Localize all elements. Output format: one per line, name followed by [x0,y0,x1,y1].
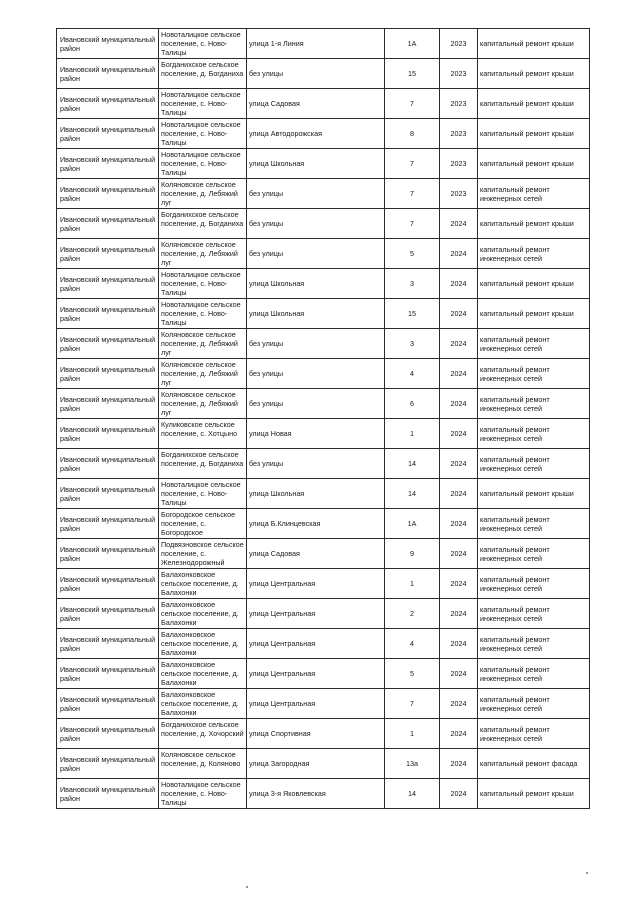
work-type-cell: капитальный ремонт инженерных сетей [478,179,590,209]
year-cell: 2024 [440,359,478,389]
year-cell: 2024 [440,299,478,329]
table-row [57,659,590,689]
settlement-cell: Куликовское сельское поселение, с. Хотцыно [159,419,247,449]
district-cell: Ивановский муниципальный район [57,689,159,719]
house-number-cell: 9 [385,539,440,569]
settlement-cell: Богданихское сельское поселение, д. Хочорский [159,719,247,749]
house-number-cell: 14 [385,449,440,479]
house-number-cell: 1 [385,719,440,749]
district-cell: Ивановский муниципальный район [57,389,159,419]
street-cell: без улицы [247,179,385,209]
table-row [57,359,590,389]
district-cell: Ивановский муниципальный район [57,269,159,299]
district-cell: Ивановский муниципальный район [57,659,159,689]
work-type-cell: капитальный ремонт инженерных сетей [478,599,590,629]
house-number-cell: 15 [385,59,440,89]
settlement-cell: Подвязновское сельское поселение, с. Железнодорожный [159,539,247,569]
street-cell: без улицы [247,329,385,359]
house-number-cell: 7 [385,89,440,119]
year-cell: 2023 [440,119,478,149]
work-type-cell: капитальный ремонт инженерных сетей [478,449,590,479]
work-type-cell: капитальный ремонт инженерных сетей [478,509,590,539]
work-type-cell: капитальный ремонт инженерных сетей [478,389,590,419]
year-cell: 2024 [440,719,478,749]
year-cell: 2023 [440,59,478,89]
house-number-cell: 1 [385,569,440,599]
street-cell: улица Школьная [247,149,385,179]
year-cell: 2024 [440,209,478,239]
district-cell: Ивановский муниципальный район [57,149,159,179]
house-number-cell: 14 [385,479,440,509]
table-row [57,269,590,299]
house-number-cell: 8 [385,119,440,149]
work-type-cell: капитальный ремонт крыши [478,779,590,809]
street-cell: без улицы [247,239,385,269]
district-cell: Ивановский муниципальный район [57,119,159,149]
street-cell: улица Школьная [247,479,385,509]
settlement-cell: Богданихское сельское поселение, д. Богданиха [159,209,247,239]
house-number-cell: 5 [385,659,440,689]
district-cell: Ивановский муниципальный район [57,239,159,269]
house-number-cell: 1А [385,509,440,539]
house-number-cell: 15 [385,299,440,329]
settlement-cell: Балахонковское сельское поселение, д. Балахонки [159,569,247,599]
table-row [57,689,590,719]
year-cell: 2024 [440,329,478,359]
table-row [57,119,590,149]
district-cell: Ивановский муниципальный район [57,569,159,599]
street-cell: без улицы [247,389,385,419]
settlement-cell: Новоталицкое сельское поселение, с. Ново-Талицы [159,119,247,149]
street-cell: улица Центральная [247,689,385,719]
settlement-cell: Балахонковское сельское поселение, д. Балахонки [159,599,247,629]
settlement-cell: Коляновское сельское поселение, д. Лебяжий луг [159,359,247,389]
work-type-cell: капитальный ремонт инженерных сетей [478,539,590,569]
district-cell: Ивановский муниципальный район [57,419,159,449]
settlement-cell: Новоталицкое сельское поселение, с. Ново-Талицы [159,479,247,509]
house-number-cell: 7 [385,179,440,209]
settlement-cell: Коляновское сельское поселение, д. Лебяжий луг [159,239,247,269]
year-cell: 2024 [440,629,478,659]
district-cell: Ивановский муниципальный район [57,629,159,659]
settlement-cell: Коляновское сельское поселение, д. Лебяжий луг [159,179,247,209]
year-cell: 2024 [440,269,478,299]
street-cell: без улицы [247,359,385,389]
house-number-cell: 5 [385,239,440,269]
year-cell: 2024 [440,779,478,809]
settlement-cell: Новоталицкое сельское поселение, с. Ново-Талицы [159,89,247,119]
district-cell: Ивановский муниципальный район [57,509,159,539]
district-cell: Ивановский муниципальный район [57,539,159,569]
table-row [57,629,590,659]
work-type-cell: капитальный ремонт крыши [478,149,590,179]
table-row [57,539,590,569]
settlement-cell: Новоталицкое сельское поселение, с. Ново-Талицы [159,269,247,299]
year-cell: 2024 [440,239,478,269]
table-row [57,569,590,599]
district-cell: Ивановский муниципальный район [57,719,159,749]
work-type-cell: капитальный ремонт инженерных сетей [478,329,590,359]
street-cell: улица Новая [247,419,385,449]
street-cell: без улицы [247,59,385,89]
table-row [57,59,590,89]
street-cell: улица Центральная [247,599,385,629]
settlement-cell: Новоталицкое сельское поселение, с. Ново-Талицы [159,149,247,179]
table-body [57,29,590,809]
district-cell: Ивановский муниципальный район [57,359,159,389]
settlement-cell: Богданихское сельское поселение, д. Богданиха [159,449,247,479]
house-number-cell: 3 [385,329,440,359]
house-number-cell: 6 [385,389,440,419]
year-cell: 2024 [440,539,478,569]
work-type-cell: капитальный ремонт инженерных сетей [478,659,590,689]
scan-speck [246,886,248,888]
district-cell: Ивановский муниципальный район [57,59,159,89]
district-cell: Ивановский муниципальный район [57,89,159,119]
street-cell: улица Автодорожская [247,119,385,149]
street-cell: улица Центральная [247,569,385,599]
work-type-cell: капитальный ремонт крыши [478,119,590,149]
year-cell: 2024 [440,449,478,479]
street-cell: улица Школьная [247,299,385,329]
work-type-cell: капитальный ремонт инженерных сетей [478,239,590,269]
table-row [57,209,590,239]
table-row [57,599,590,629]
street-cell: без улицы [247,449,385,479]
settlement-cell: Балахонковское сельское поселение, д. Балахонки [159,689,247,719]
street-cell: улица Садовая [247,539,385,569]
year-cell: 2024 [440,479,478,509]
settlement-cell: Новоталицкое сельское поселение, с. Ново-Талицы [159,29,247,59]
work-type-cell: капитальный ремонт крыши [478,89,590,119]
work-type-cell: капитальный ремонт крыши [478,29,590,59]
house-number-cell: 13а [385,749,440,779]
house-number-cell: 4 [385,359,440,389]
district-cell: Ивановский муниципальный район [57,599,159,629]
year-cell: 2024 [440,599,478,629]
table-row [57,179,590,209]
house-number-cell: 7 [385,209,440,239]
work-type-cell: капитальный ремонт крыши [478,59,590,89]
settlement-cell: Коляновское сельское поселение, д. Лебяжий луг [159,329,247,359]
year-cell: 2024 [440,569,478,599]
street-cell: улица Центральная [247,629,385,659]
work-type-cell: капитальный ремонт инженерных сетей [478,689,590,719]
settlement-cell: Богородское сельское поселение, с. Богородское [159,509,247,539]
table-row [57,449,590,479]
year-cell: 2023 [440,149,478,179]
house-number-cell: 1 [385,419,440,449]
work-type-cell: капитальный ремонт инженерных сетей [478,359,590,389]
table-row [57,149,590,179]
year-cell: 2023 [440,89,478,119]
district-cell: Ивановский муниципальный район [57,209,159,239]
street-cell: улица 3-я Яковлевская [247,779,385,809]
street-cell: улица Центральная [247,659,385,689]
house-number-cell: 14 [385,779,440,809]
table-row [57,89,590,119]
table-row [57,389,590,419]
table-row [57,239,590,269]
street-cell: улица Школьная [247,269,385,299]
house-number-cell: 4 [385,629,440,659]
work-type-cell: капитальный ремонт крыши [478,479,590,509]
street-cell: улица Б.Клинцевская [247,509,385,539]
housing-repair-table [56,28,590,809]
table-row [57,719,590,749]
house-number-cell: 2 [385,599,440,629]
street-cell: улица Садовая [247,89,385,119]
house-number-cell: 3 [385,269,440,299]
street-cell: без улицы [247,209,385,239]
work-type-cell: капитальный ремонт крыши [478,269,590,299]
table-row [57,29,590,59]
street-cell: улица Спортивная [247,719,385,749]
year-cell: 2024 [440,419,478,449]
work-type-cell: капитальный ремонт инженерных сетей [478,719,590,749]
table-row [57,479,590,509]
year-cell: 2024 [440,689,478,719]
district-cell: Ивановский муниципальный район [57,299,159,329]
settlement-cell: Коляновское сельское поселение, д. Лебяжий луг [159,389,247,419]
table-row [57,509,590,539]
table-row [57,749,590,779]
settlement-cell: Коляновское сельское поселение, д. Коляново [159,749,247,779]
street-cell: улица 1-я Линия [247,29,385,59]
work-type-cell: капитальный ремонт крыши [478,209,590,239]
house-number-cell: 7 [385,149,440,179]
house-number-cell: 7 [385,689,440,719]
work-type-cell: капитальный ремонт инженерных сетей [478,419,590,449]
settlement-cell: Новоталицкое сельское поселение, с. Ново-Талицы [159,779,247,809]
district-cell: Ивановский муниципальный район [57,29,159,59]
district-cell: Ивановский муниципальный район [57,479,159,509]
settlement-cell: Балахонковское сельское поселение, д. Балахонки [159,629,247,659]
year-cell: 2024 [440,659,478,689]
table-row [57,329,590,359]
year-cell: 2024 [440,749,478,779]
district-cell: Ивановский муниципальный район [57,329,159,359]
document-page [56,28,590,809]
year-cell: 2023 [440,29,478,59]
settlement-cell: Богданихское сельское поселение, д. Богданиха [159,59,247,89]
year-cell: 2023 [440,179,478,209]
table-row [57,779,590,809]
work-type-cell: капитальный ремонт инженерных сетей [478,629,590,659]
house-number-cell: 1А [385,29,440,59]
settlement-cell: Балахонковское сельское поселение, д. Балахонки [159,659,247,689]
year-cell: 2024 [440,509,478,539]
table-row [57,419,590,449]
district-cell: Ивановский муниципальный район [57,779,159,809]
district-cell: Ивановский муниципальный район [57,449,159,479]
scan-speck [586,872,588,874]
settlement-cell: Новоталицкое сельское поселение, с. Ново-Талицы [159,299,247,329]
street-cell: улица Загородная [247,749,385,779]
year-cell: 2024 [440,389,478,419]
table-row [57,299,590,329]
district-cell: Ивановский муниципальный район [57,179,159,209]
district-cell: Ивановский муниципальный район [57,749,159,779]
work-type-cell: капитальный ремонт инженерных сетей [478,569,590,599]
work-type-cell: капитальный ремонт крыши [478,299,590,329]
work-type-cell: капитальный ремонт фасада [478,749,590,779]
